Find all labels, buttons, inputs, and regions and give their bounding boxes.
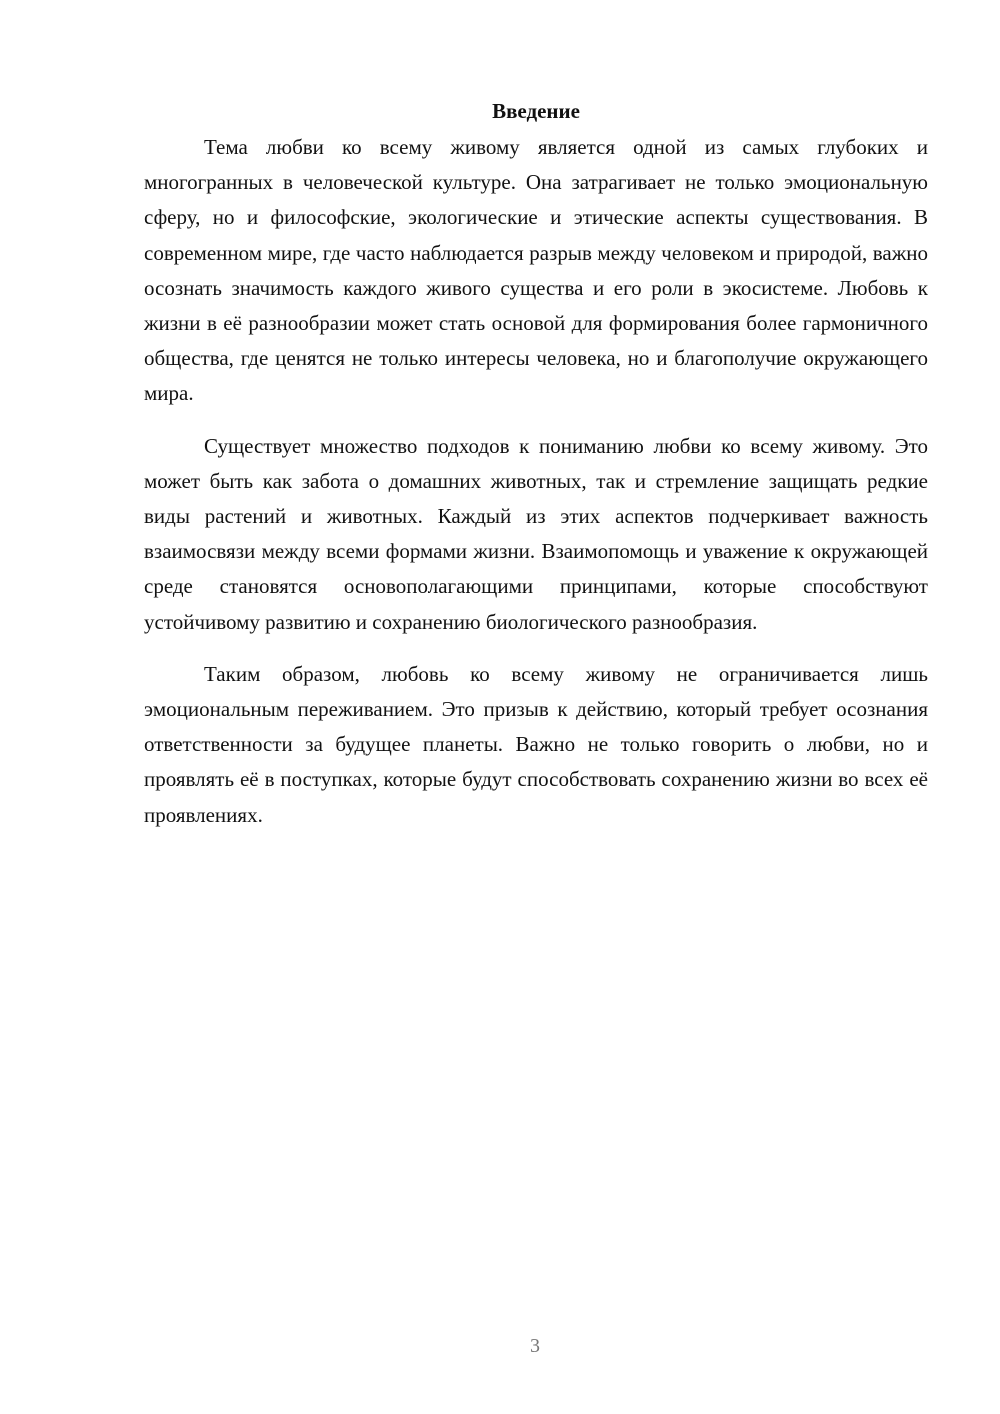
paragraph-intro: Тема любви ко всему живому является одной из самых глубоких и многогранных в человеческой культуре. Она затрагивает не только эмоциональную сферу, но и философские, экологические и этические аспекты существования. В современном мире, где часто наблюдается разрыв между человеком и природой, важно осознать значимость каждого живого существа и его роли в экосистеме. Любовь к жизни в её разнообразии может стать основой для формирования более гармоничного общества, где ценятся не только интересы человека, но и благополучие окружающего мира.: [144, 135, 928, 406]
paragraph-conclusion: Таким образом, любовь ко всему живому не ограничивается лишь эмоциональным переживанием. Это призыв к действию, который требует осознания ответственности за будущее планеты. Важно не только говорить о любви, но и проявлять её в поступках, которые будут способствовать сохранению жизни во всех её проявлениях.: [144, 661, 928, 827]
section-heading: Введение: [492, 99, 580, 123]
page-content: [144, 96, 928, 850]
paragraph-approaches: Существует множество подходов к пониманию любви ко всему живому. Это может быть как забота о домашних животных, так и стремление защищать редкие виды растений и животных. Каждый из этих аспектов подчеркивает важность взаимосвязи между всеми формами жизни. Взаимопомощь и уважение к окружающей среде становятся основополагающими принципами, которые способствуют устойчивому развитию и сохранению биологического разнообразия.: [144, 433, 928, 634]
page-number: 3: [530, 1335, 540, 1357]
